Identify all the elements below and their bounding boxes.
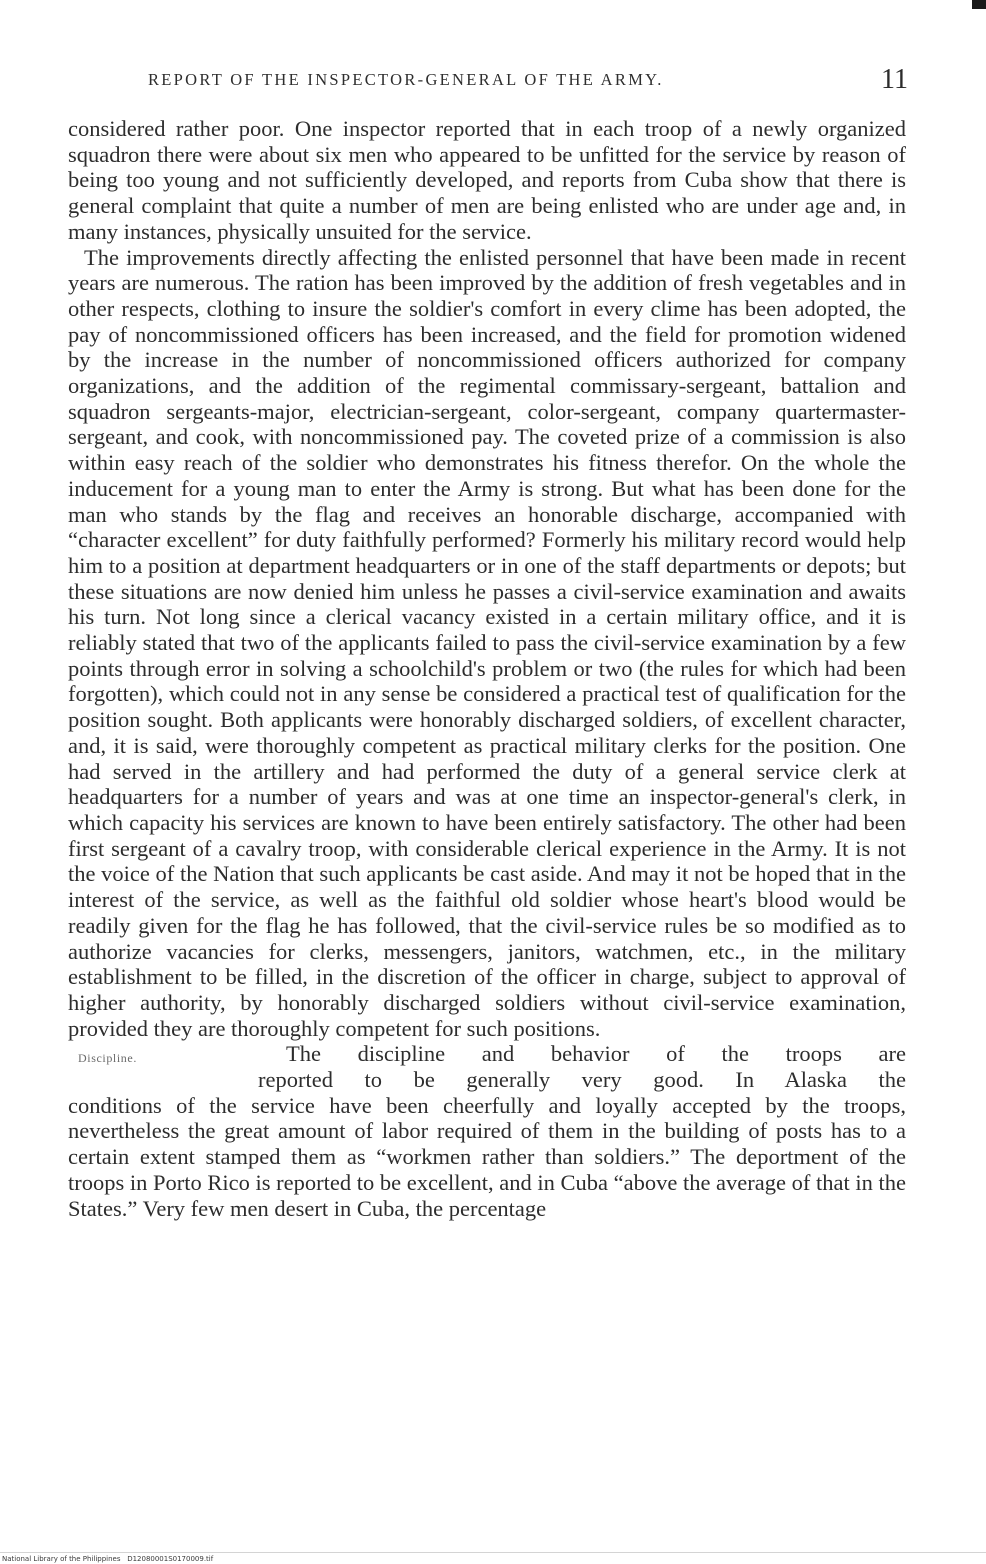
page-number: 11: [881, 64, 908, 95]
sidenote-discipline: Discipline.: [78, 1051, 137, 1066]
scan-id: D12080001S0170009.tif: [127, 1555, 214, 1563]
paragraph-discipline-continued: conditions of the service have been cheerfully and loyally accepted by the troops, nevertheless the great amount of labor required of them in the building of posts has to a certain extent stamped them as “workmen rather than soldiers.” The deportment of the troops in Porto Rico is reported to be excellent, and in Cuba “above the average of that in the States.” Very few men desert in Cuba, the percentage: [68, 1092, 906, 1221]
discipline-line-1: The discipline and behavior of the troops are: [286, 1041, 906, 1067]
scan-bottom-edge: [0, 1552, 986, 1553]
paragraph-recruit-quality: considered rather poor. One inspector reported that in each troop of a newly organized squadron there were about six men who appeared to be unfitted for the service by reason of being too young and not sufficiently developed, and reports from Cuba show that there is general complaint that quite a number of men are being enlisted who are under age and, in many instances, physically unsuited for the service.: [68, 116, 906, 244]
paragraph-enlisted-improvements: The improvements directly affecting the enlisted personnel that have been made in recent years are numerous. The ration has been improved by the addition of fresh vegetables and in other respects, clothing to insure the soldier's comfort in every clime has been adopted, the pay of noncommissioned officers has been increased, and the field for promotion widened by the increase in the number of noncommissioned officers authorized for company organizations, and the addition of the regimental commissary-sergeant, battalion and squadron sergeants-major, electrician-sergeant, color-sergeant, company quartermaster-sergeant, and cook, with noncommissioned pay. The coveted prize of a commission is also within easy reach of the soldier who demonstrates his fitness therefor. On the whole the inducement for a young man to enter the Army is strong. But what has been done for the man who stands by the flag and receives an honorable discharge, accompanied with “character excellent” for duty faithfully performed? Formerly his military record would help him to a position at department headquarters or in one of the staff departments or depots; but these situations are now denied him unless he passes a civil-service examination and awaits his turn. Not long since a clerical vacancy existed in a certain military office, and it is reliably stated that two of the applicants failed to pass the civil-service examination by a few points through error in solving a schoolchild's problem or two (the rules for which had been forgotten), which could not in any sense be considered a practical test of qualification for the position sought. Both applicants were honorably discharged soldiers, of excellent character, and, it is said, were thoroughly competent as practical military clerks for the position. One had served in the artillery and had performed the duty of a general service clerk at headquarters for a number of years and was at one time an inspector-general's clerk, in which capacity his services are known to have been entirely satisfactory. The other had been first sergeant of a cavalry troop, with considerable clerical experience in the Army. It is not the voice of the Nation that such applicants be cast aside. And may it not be hoped that in the interest of the service, as well as the faithful old soldier whose heart's blood would be readily given for the flag he has followed, that the civil-service rules be so modified as to authorize vacancies for clerks, messengers, janitors, watchmen, etc., in the military establishment to be filled, in the discretion of the officer in charge, subject to approval of higher authority, by honorably discharged soldiers without civil-service examination, provided they are thoroughly competent for such positions.: [68, 244, 906, 1041]
discipline-lead-lines: [258, 1041, 906, 1092]
library-credit: National Library of the Philippines: [2, 1555, 121, 1563]
page-header-title: REPORT OF THE INSPECTOR-GENERAL OF THE ARMY.: [148, 70, 664, 89]
scan-edge-mark: [972, 0, 986, 9]
discipline-line-2: reported to be generally very good. In Alaska the: [258, 1067, 906, 1093]
discipline-section-start: [68, 1041, 906, 1092]
running-head: [148, 64, 908, 96]
scan-footer: [2, 1555, 213, 1563]
report-body: [68, 116, 906, 1221]
